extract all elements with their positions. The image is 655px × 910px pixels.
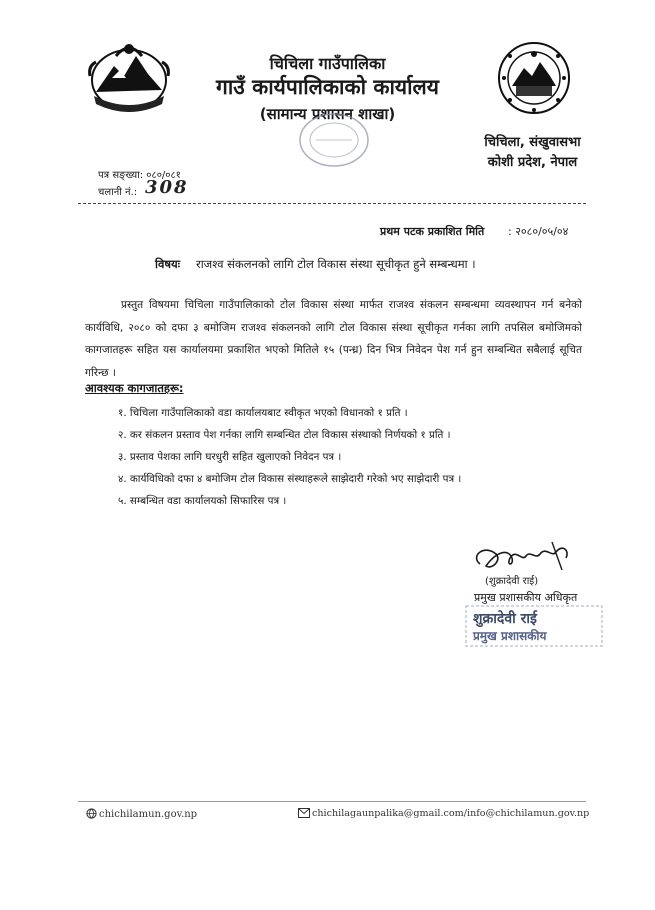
office-round-stamp [296, 110, 372, 170]
footer-email[interactable] [298, 808, 589, 819]
list-item: १. चिचिला गाउँपालिकाको वडा कार्यालयबाट स्वीकृत भएको विधानको १ प्रति । [118, 407, 408, 419]
list-item: ४. कार्यविधिको दफा ४ बमोजिम टोल विकास संस्थाहरूले साझेदारी गरेको भए साझेदारी पत्र । [118, 473, 462, 485]
municipality-name: चिचिला गाउँपालिका [269, 54, 386, 73]
signatory-name: (शुक्रादेवी राई) [485, 576, 539, 587]
list-item: २. कर संकलन प्रस्ताव पेश गर्नका लागि सम्बन्धित टोल विकास संस्थाको निर्णयको १ प्रति । [118, 429, 451, 441]
stamp-name: शुक्रादेवी राई [473, 611, 537, 627]
publication-label: प्रथम पटक प्रकाशित मिति [380, 225, 485, 238]
office-title: गाउँ कार्यपालिकाको कार्यालय [216, 75, 439, 99]
publication-date: : २०८०/०५/०४ [508, 225, 569, 238]
letter-number: पत्र सङ्ख्या: ०८०/०८१ [98, 170, 181, 181]
email-text[interactable]: chichilagaunpalika@gmail.com/info@chichilamun.gov.np [312, 808, 590, 819]
subject-text: राजश्व संकलनको लागि टोल विकास संस्था सूचीकृत हुने सम्बन्धमा । [196, 257, 476, 271]
dispatch-label: चलानी नं.: [98, 187, 138, 198]
requirements-heading: आवश्यक कागजातहरू: [85, 381, 184, 395]
body-paragraph: प्रस्तुत विषयमा चिचिला गाउँपालिकाको टोल विकास संस्था मार्फत राजश्व संकलन सम्बन्धमा व्यवस्थापन गर्न बनेको कार्यविधि, २०८० को दफा ३ बमोजिम राजश्व संकलनको लागि टोल विकास संस्था सूचीकृत गर्नका लागि तपसिल बमोजिमको कागजातहरू सहित यस कार्यालयमा प्रकाशित भएको मितिले १५ (पन्ध्र) दिन भित्र निवेदन पेश गर्न हुन सम्बन्धित सबैलाई सूचित गरिन्छ । [85, 299, 582, 379]
header-divider [78, 203, 586, 204]
globe-icon [86, 808, 97, 819]
list-item: ३. प्रस्ताव पेशका लागि घरधुरी सहित खुलाएको निवेदन पत्र । [118, 451, 342, 463]
address-line-2: कोशी प्रदेश, नेपाल [487, 155, 578, 170]
address-line-1: चिचिला, संखुवासभा [484, 135, 581, 150]
footer-divider [78, 801, 586, 802]
subject-label: विषयः [155, 257, 181, 271]
website-text[interactable]: chichilamun.gov.np [99, 809, 198, 820]
mail-icon [298, 808, 310, 818]
stamp-role: प्रमुख प्रशासकीय [473, 629, 547, 643]
section-name: (सामान्य प्रशासन शाखा) [259, 105, 396, 123]
signatory-title: प्रमुख प्रशासकीय अधिकृत [474, 591, 578, 604]
dispatch-number: 308 [145, 177, 189, 198]
list-item: ५. सम्बन्धित वडा कार्यालयको सिफारिस पत्र । [118, 495, 287, 507]
footer-website[interactable] [86, 808, 197, 820]
